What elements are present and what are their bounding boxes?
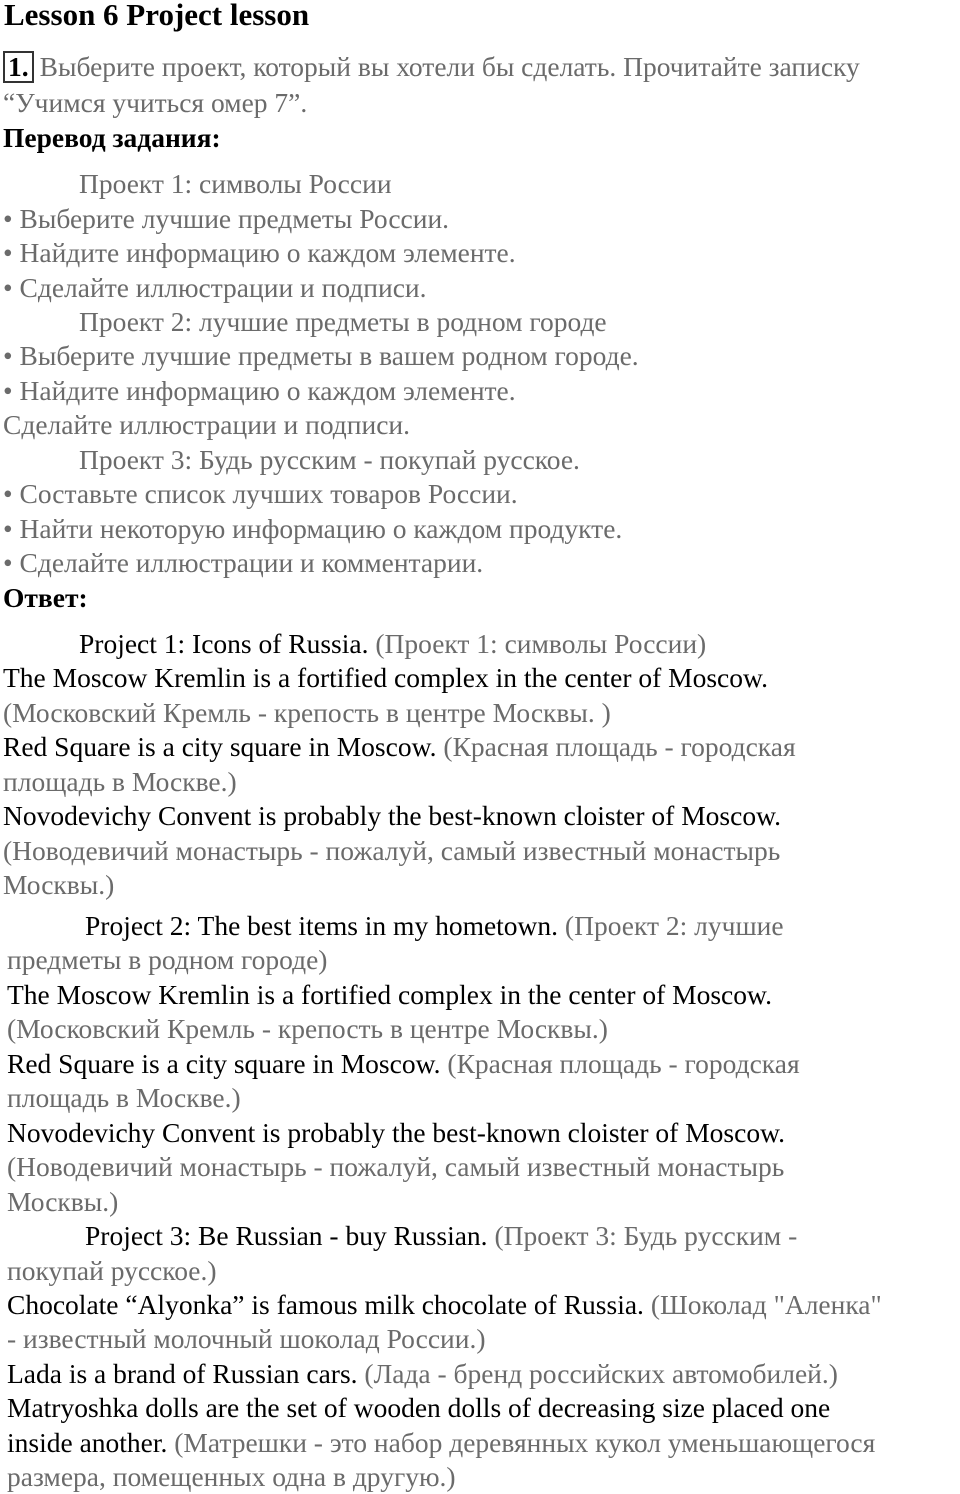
answer-ru: (Проект 3: Будь русским -: [494, 1220, 798, 1251]
translation-bullet: • Сделайте иллюстрации и подписи.: [3, 272, 427, 303]
answer-ru: Москвы.): [3, 869, 115, 900]
answer-ru: (Московский Кремль - крепость в центре Москвы. ): [3, 697, 611, 728]
task-text-2: “Учимся учиться омер 7”.: [3, 87, 308, 118]
task-line-1: [3, 50, 860, 84]
answer-en: Matryoshka dolls are the set of wooden dolls of decreasing size placed one: [7, 1392, 831, 1423]
answer-project-1-title: [3, 627, 706, 661]
answer-en: inside another.: [7, 1427, 168, 1458]
answer-project-3-title: [3, 1219, 797, 1253]
answer-ru: (Новодевичий монастырь - пожалуй, самый известный монастырь: [3, 835, 781, 866]
answer-en: Novodevichy Convent is probably the best-known cloister of Moscow.: [7, 1117, 786, 1148]
answer-ru: площадь в Москве.): [3, 766, 237, 797]
translation-bullet: • Выберите лучшие предметы России.: [3, 203, 450, 234]
answer-ru: (Красная площадь - городская: [443, 731, 796, 762]
answer-en: Red Square is a city square in Moscow.: [7, 1048, 441, 1079]
answer-project-2-title: [3, 909, 784, 943]
answer-ru: - известный молочный шоколад России.): [7, 1323, 486, 1354]
task-number: 1.: [3, 51, 34, 83]
answer-line: [7, 1288, 882, 1322]
translation-bullet: • Выберите лучшие предметы в вашем родном городе.: [3, 340, 639, 371]
answer-ru: (Лада - бренд российских автомобилей.): [364, 1358, 838, 1389]
answer-en: Red Square is a city square in Moscow.: [3, 731, 437, 762]
answer-en: Project 2: The best items in my hometown.: [85, 910, 559, 941]
task-text-1: Выберите проект, который вы хотели бы сделать. Прочитайте записку: [39, 51, 860, 82]
answer-heading: Ответ:: [3, 582, 88, 613]
translation-project-2-title: Проект 2: лучшие предметы в родном городе: [79, 306, 607, 337]
answer-line: [7, 1047, 800, 1081]
answer-ru: (Красная площадь - городская: [447, 1048, 800, 1079]
translation-bullet: • Сделайте иллюстрации и комментарии.: [3, 547, 484, 578]
answer-en: Project 3: Be Russian - buy Russian.: [85, 1220, 488, 1251]
answer-ru: (Новодевичий монастырь - пожалуй, самый известный монастырь: [7, 1151, 785, 1182]
answer-ru: площадь в Москве.): [7, 1082, 241, 1113]
answer-ru: (Матрешки - это набор деревянных кукол уменьшающегося: [174, 1427, 876, 1458]
translation-bullet: Сделайте иллюстрации и подписи.: [3, 409, 411, 440]
translation-bullet: • Составьте список лучших товаров России.: [3, 478, 518, 509]
translation-bullet: • Найдите информацию о каждом элементе.: [3, 237, 516, 268]
answer-ru: (Московский Кремль - крепость в центре Москвы.): [7, 1013, 608, 1044]
translation-project-1-title: Проект 1: символы России: [79, 168, 392, 199]
translation-bullet: • Найти некоторую информацию о каждом продукте.: [3, 513, 623, 544]
answer-en: The Moscow Kremlin is a fortified complex in the center of Moscow.: [7, 979, 772, 1010]
answer-line: [7, 1357, 838, 1391]
answer-line: [7, 1426, 875, 1460]
answer-ru: (Шоколад "Аленка": [650, 1289, 882, 1320]
answer-ru: предметы в родном городе): [7, 944, 328, 975]
answer-ru: размера, помещенных одна в другую.): [7, 1461, 456, 1492]
answer-ru: (Проект 2: лучшие: [564, 910, 784, 941]
answer-en: The Moscow Kremlin is a fortified complex in the center of Moscow.: [3, 662, 768, 693]
answer-ru: Москвы.): [7, 1186, 119, 1217]
answer-line: [3, 730, 796, 764]
page-title: Lesson 6 Project lesson: [4, 0, 310, 32]
answer-ru: покупай русское.): [7, 1255, 217, 1286]
answer-en: Novodevichy Convent is probably the best-known cloister of Moscow.: [3, 800, 782, 831]
translation-bullet: • Найдите информацию о каждом элементе.: [3, 375, 516, 406]
answer-en: Project 1: Icons of Russia.: [79, 628, 369, 659]
answer-ru: (Проект 1: символы России): [375, 628, 707, 659]
answer-en: Lada is a brand of Russian cars.: [7, 1358, 358, 1389]
answer-en: Chocolate “Alyonka” is famous milk chocolate of Russia.: [7, 1289, 644, 1320]
translation-project-3-title: Проект 3: Будь русским - покупай русское.: [79, 444, 580, 475]
translation-heading: Перевод задания:: [3, 122, 221, 153]
